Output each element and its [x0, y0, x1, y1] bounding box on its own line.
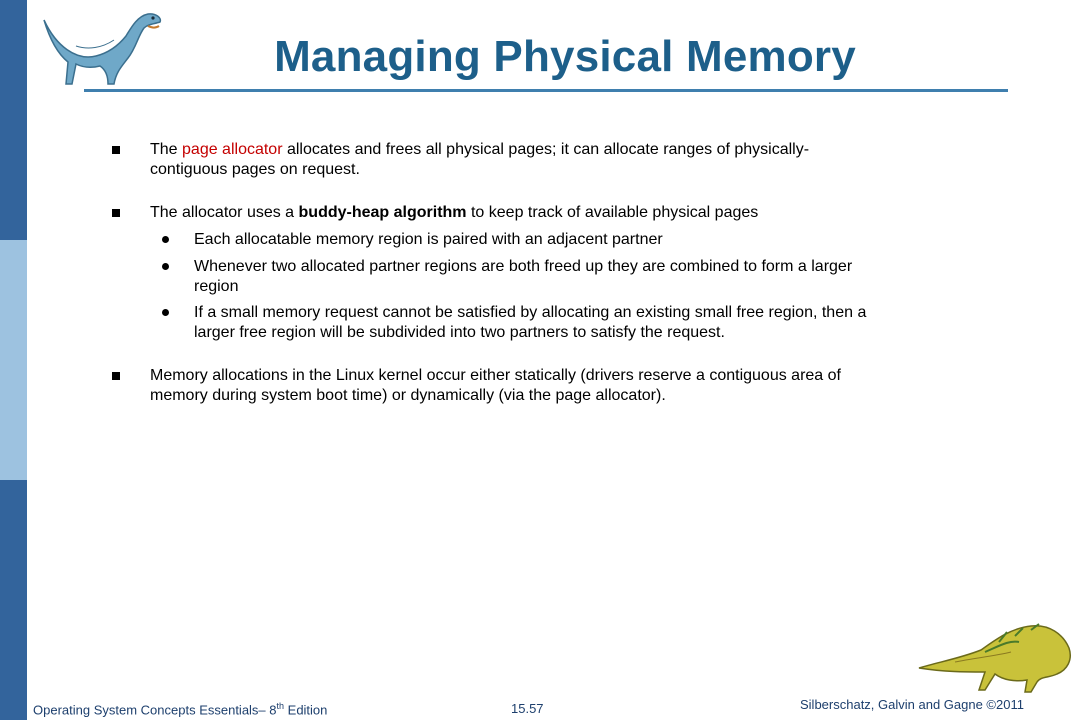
- square-bullet-icon: [112, 146, 120, 154]
- sub-bullet-line2: region: [194, 278, 239, 295]
- sub-bullet-line1: Whenever two allocated partner regions are both freed up they are combined to form a larger: [194, 258, 853, 275]
- footer-page-number: 15.57: [511, 701, 544, 716]
- footer-book-edition: Edition: [284, 702, 328, 718]
- sub-bullet-line1: Each allocatable memory region is paired with an adjacent partner: [194, 231, 663, 248]
- bullet-text-suffix: to keep track of available physical pages: [466, 204, 759, 221]
- footer-book-text: Operating System Concepts Essentials– 8: [33, 702, 277, 718]
- sub-bullet-text: [194, 257, 964, 297]
- footer-book-sup: th: [276, 701, 285, 711]
- round-bullet-icon: [162, 236, 169, 243]
- footer-book-title: [33, 701, 327, 717]
- bullet-text: [150, 140, 1010, 180]
- bullet-text-prefix: The: [150, 141, 183, 158]
- footer-copyright: Silberschatz, Galvin and Gagne ©2011: [800, 697, 1024, 712]
- bullet-text-prefix: The allocator uses a: [150, 204, 299, 221]
- square-bullet-icon: [112, 209, 120, 217]
- round-bullet-icon: [162, 263, 169, 270]
- bullet-text-line1: Memory allocations in the Linux kernel occur either statically (drivers reserve a contiguous area of: [150, 367, 841, 384]
- bullet-text: [150, 203, 1010, 223]
- bullet-text-line2: contiguous pages on request.: [150, 161, 360, 178]
- bullet-text-line2: memory during system boot time) or dynamically (via the page allocator).: [150, 387, 666, 404]
- sub-bullet-text: [194, 230, 964, 250]
- bold-term: buddy-heap algorithm: [298, 204, 467, 221]
- square-bullet-icon: [112, 372, 120, 380]
- sub-bullet-line2: larger free region will be subdivided into two partners to satisfy the request.: [194, 324, 725, 341]
- highlight-term: page allocator: [182, 141, 283, 158]
- round-bullet-icon: [162, 309, 169, 316]
- sub-bullet-line1: If a small memory request cannot be satisfied by allocating an existing small free region, then a: [194, 304, 867, 321]
- bullet-text-rest: allocates and frees all physical pages; it can allocate ranges of physically-: [282, 141, 810, 158]
- sub-bullet-text: [194, 303, 964, 343]
- slide-title: Managing Physical Memory: [274, 32, 856, 81]
- bullet-text: [150, 366, 1010, 406]
- dinosaur-bottom-icon: [915, 612, 1075, 694]
